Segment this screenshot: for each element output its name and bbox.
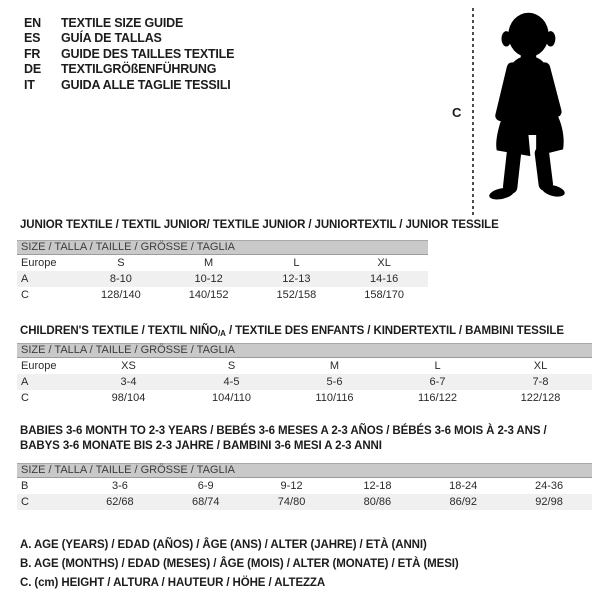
row-label: C: [21, 289, 29, 301]
size-cell: 128/140: [100, 289, 141, 301]
table-row-age: [17, 271, 428, 287]
lang-label: GUIDE DES TAILLES TEXTILE: [61, 46, 235, 61]
junior-size-table: [17, 240, 428, 303]
baby-silhouette-icon: [482, 8, 598, 210]
size-cell: 6-9: [197, 480, 214, 492]
size-cell: 74/80: [277, 496, 306, 508]
row-label: A: [21, 376, 29, 388]
row-label: C: [21, 496, 29, 508]
lang-label: TEXTILGRÖßENFÜHRUNG: [61, 62, 217, 77]
table-row-age-months: [17, 478, 592, 494]
lang-code: EN: [24, 16, 41, 30]
col-header-size: S: [227, 360, 236, 372]
size-cell: 10-12: [194, 273, 223, 285]
size-cell: 86/92: [449, 496, 477, 508]
size-cell: 116/122: [418, 392, 457, 404]
children-size-table: [17, 343, 592, 406]
lang-row-en: [24, 16, 234, 31]
lang-label: GUÍA DE TALLAS: [61, 31, 162, 46]
size-cell: 158/170: [364, 289, 404, 301]
row-label: C: [21, 392, 29, 404]
size-cell: 3-6: [111, 480, 128, 492]
lang-code: IT: [24, 77, 35, 92]
footnote-b: B. AGE (MONTHS) / EDAD (MESES) / ÂGE (MOIS) / ALTER (MONATE) / ETÀ (MESI): [20, 558, 459, 570]
size-cell: 12-13: [282, 273, 311, 285]
table-row-age: [17, 374, 592, 390]
babies-size-table: [17, 463, 592, 510]
table-row-height: [17, 494, 592, 510]
lang-row-it: [24, 78, 234, 93]
col-header-size: M: [204, 257, 214, 269]
col-header-size: XS: [121, 360, 136, 372]
size-cell: 9-12: [280, 480, 303, 492]
col-header-size: M: [329, 360, 340, 372]
lang-label: TEXTILE SIZE GUIDE: [61, 16, 184, 30]
size-cell: 12-18: [363, 480, 392, 492]
col-header-size: S: [117, 257, 125, 269]
babies-heading-line1: BABIES 3-6 MONTH TO 2-3 YEARS / BEBÉS 3-6 MESES A 2-3 AÑOS / BÉBÉS 3-6 MOIS À 2-3 ANS /: [20, 425, 547, 437]
children-heading-post: / TEXTILE DES ENFANTS / KINDERTEXTIL / BAMBINI TESSILE: [225, 325, 564, 337]
children-table: [17, 358, 592, 406]
lang-code: DE: [24, 62, 41, 77]
size-cell: 3-4: [120, 376, 137, 388]
junior-section-heading: JUNIOR TEXTILE / TEXTIL JUNIOR/ TEXTILE JUNIOR / JUNIORTEXTIL / JUNIOR TESSILE: [20, 219, 499, 231]
size-cell: 6-7: [429, 376, 446, 388]
height-label-c: C: [452, 105, 462, 120]
babies-section-heading: [20, 424, 547, 454]
size-cell: 14-16: [370, 273, 399, 285]
size-cell: 5-6: [326, 376, 343, 388]
size-cell: 98/104: [111, 392, 146, 404]
row-label: B: [21, 480, 29, 492]
size-cell: 24-36: [535, 480, 564, 492]
size-cell: 8-10: [109, 273, 132, 285]
children-section-heading: [20, 324, 564, 341]
size-cell: 62/68: [106, 496, 134, 508]
size-cell: 68/74: [191, 496, 220, 508]
size-cell: 104/110: [212, 392, 251, 404]
children-heading-subscript: /A: [218, 329, 226, 338]
col-header-size: L: [434, 360, 441, 372]
size-cell: 152/158: [276, 289, 317, 301]
lang-label: GUIDA ALLE TAGLIE TESSILI: [61, 77, 231, 92]
size-cell: 122/128: [520, 392, 561, 404]
junior-table: [17, 255, 428, 303]
lang-row-fr: [24, 47, 234, 62]
size-cell: 110/116: [315, 392, 354, 404]
children-heading-pre: CHILDREN'S TEXTILE / TEXTIL NIÑO: [20, 325, 219, 337]
size-cell: 7-8: [532, 376, 549, 388]
table-header-row: [17, 358, 592, 374]
lang-code: FR: [24, 46, 41, 61]
footnote-c: C. (cm) HEIGHT / ALTURA / HAUTEUR / HÖHE / ALTEZZA: [20, 577, 326, 589]
babies-heading-line2: BABYS 3-6 MONATE BIS 2-3 JAHRE / BAMBINI 3-6 MESI A 2-3 ANNI: [20, 440, 382, 452]
language-list: [24, 16, 234, 93]
size-cell: 80/86: [363, 496, 392, 508]
col-header-size: XL: [533, 360, 548, 372]
table-row-height: [17, 287, 428, 303]
lang-code: ES: [24, 31, 41, 46]
footnote-a: A. AGE (YEARS) / EDAD (AÑOS) / ÂGE (ANS) / ALTER (JAHRE) / ETÀ (ANNI): [20, 539, 427, 551]
col-header-region: Europe: [21, 360, 57, 372]
table-row-height: [17, 390, 592, 406]
babies-size-bar: SIZE / TALLA / TAILLE / GRÖSSE / TAGLIA: [17, 463, 592, 478]
size-cell: 18-24: [449, 480, 478, 492]
height-reference-dotted-line: [472, 8, 474, 217]
lang-row-de: [24, 62, 234, 77]
col-header-region: Europe: [21, 257, 57, 269]
size-cell: 140/152: [188, 289, 229, 301]
babies-table: [17, 478, 592, 510]
table-header-row: [17, 255, 428, 271]
junior-size-bar: SIZE / TALLA / TAILLE / GRÖSSE / TAGLIA: [17, 240, 428, 255]
col-header-size: XL: [377, 257, 391, 269]
lang-row-es: [24, 31, 234, 46]
footnotes: [20, 536, 459, 593]
row-label: A: [21, 273, 29, 285]
children-size-bar: SIZE / TALLA / TAILLE / GRÖSSE / TAGLIA: [17, 343, 592, 358]
size-cell: 92/98: [535, 496, 563, 508]
size-cell: 4-5: [223, 376, 240, 388]
col-header-size: L: [293, 257, 300, 269]
